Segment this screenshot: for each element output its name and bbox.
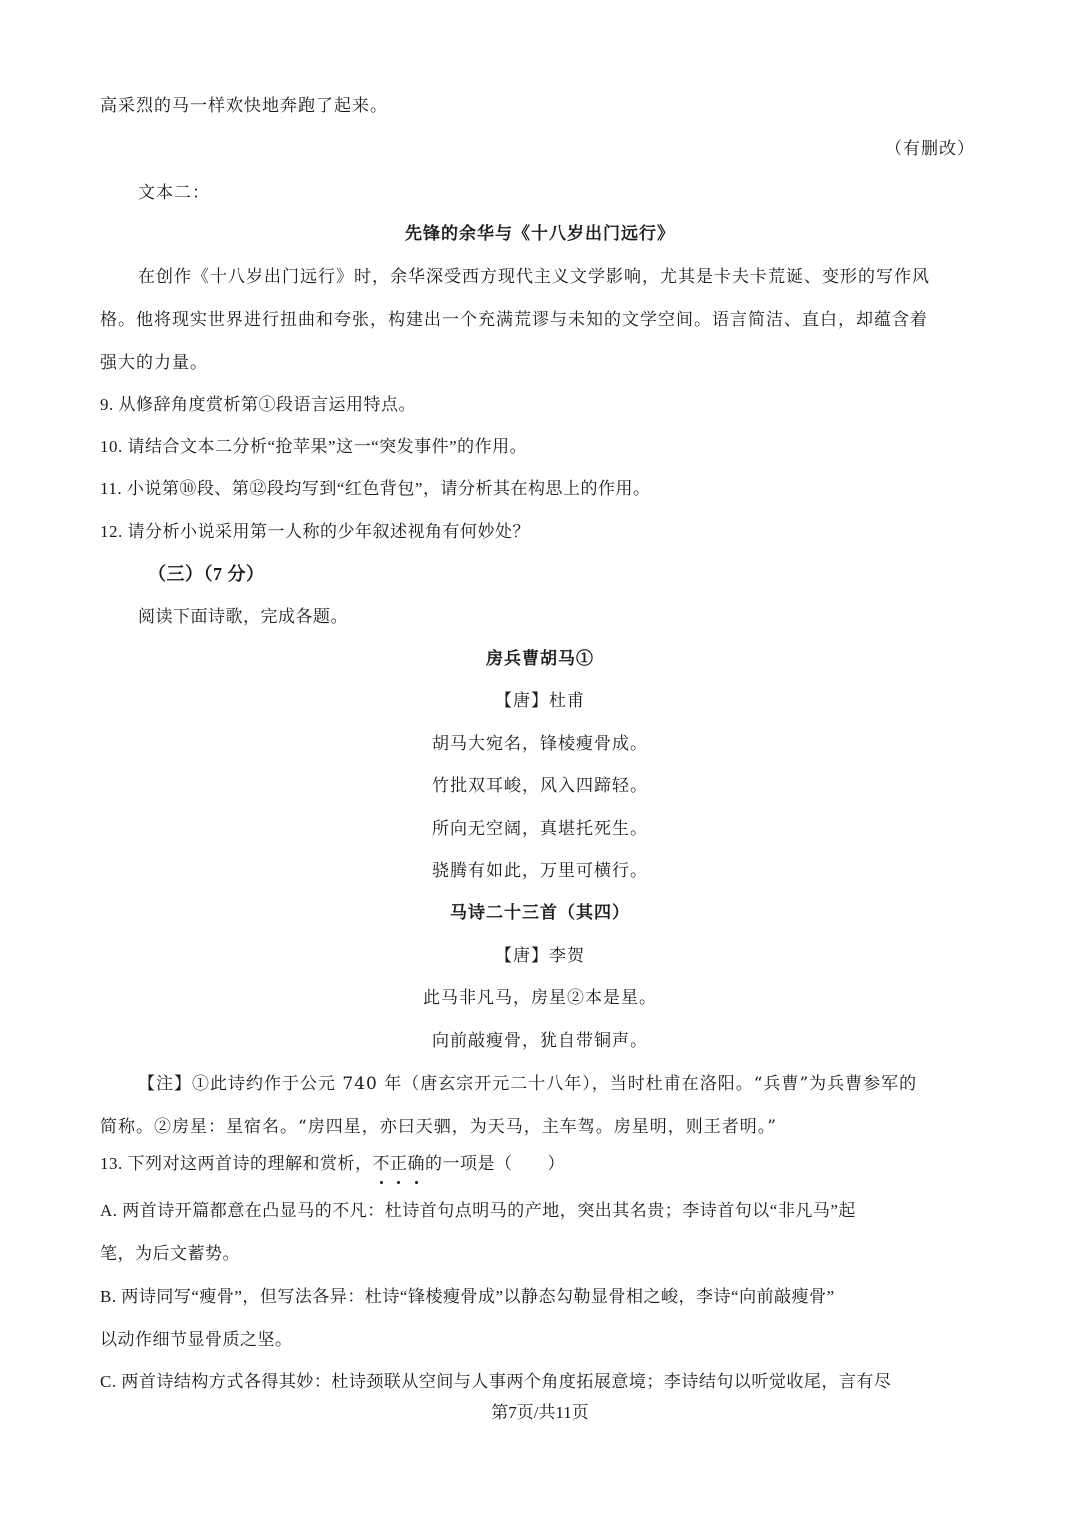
poem1-line: 所向无空阔，真堪托死生。	[432, 819, 648, 839]
option-a-cont: 笔，为后文蓄势。	[100, 1244, 240, 1263]
source-note: （有删改）	[885, 139, 975, 159]
question-12: 12. 请分析小说采用第一人称的少年叙述视角有何妙处？	[100, 522, 530, 541]
poem2-line: 向前敲瘦骨，犹自带铜声。	[432, 1031, 648, 1051]
section-3-instruction: 阅读下面诗歌，完成各题。	[138, 607, 348, 626]
passage-end: 高采烈的马一样欢快地奔跑了起来。	[100, 96, 388, 116]
page-number: 第7页/共11页	[491, 1403, 589, 1422]
poem1-line: 竹批双耳峻，风入四蹄轻。	[432, 776, 648, 796]
text2-title: 先锋的余华与《十八岁出门远行》	[405, 224, 675, 244]
poem1-title: 房兵曹胡马①	[486, 649, 594, 669]
poem1-author: 【唐】杜甫	[495, 691, 585, 711]
poem1-line: 骁腾有如此，万里可横行。	[432, 861, 648, 881]
notes-line: 简称。②房星：星宿名。“房四星，亦曰天驷，为天马，主车驾。房星明，则王者明。”	[100, 1117, 777, 1137]
text2-paragraph-line: 格。他将现实世界进行扭曲和夸张，构建出一个充满荒谬与未知的文学空间。语言简洁、直白，却蕴含着	[100, 310, 928, 330]
option-c: C. 两首诗结构方式各得其妙：杜诗颈联从空间与人事两个角度拓展意境；李诗结句以听觉收尾，言有尽	[100, 1372, 892, 1391]
question-13-stem	[100, 1152, 980, 1176]
question-9: 9. 从修辞角度赏析第①段语言运用特点。	[100, 395, 416, 414]
poem2-title: 马诗二十三首（其四）	[450, 903, 630, 923]
emphasis-char: 确	[408, 1152, 426, 1176]
q13-stem-after: 的一项是（ ）	[425, 1154, 565, 1173]
option-a: A. 两首诗开篇都意在凸显马的不凡：杜诗首句点明马的产地，突出其名贵；李诗首句以“非凡马”起	[100, 1201, 856, 1220]
emphasis-char: 不	[373, 1152, 391, 1176]
option-b-cont: 以动作细节显骨质之坚。	[100, 1330, 293, 1349]
question-10: 10. 请结合文本二分析“抢苹果”这一“突发事件”的作用。	[100, 437, 528, 456]
notes-line: 【注】①此诗约作于公元 740 年（唐玄宗开元二十八年），当时杜甫在洛阳。“兵曹”为兵曹参军的	[138, 1074, 918, 1094]
emphasis-char: 正	[390, 1152, 408, 1176]
text2-paragraph-line: 在创作《十八岁出门远行》时，余华深受西方现代主义文学影响，尤其是卡夫卡荒诞、变形的写作风	[138, 267, 930, 287]
q13-stem-before: 13. 下列对这两首诗的理解和赏析，	[100, 1154, 373, 1173]
section-3-heading: （三）（7 分）	[148, 564, 265, 584]
option-b: B. 两诗同写“瘦骨”，但写法各异：杜诗“锋棱瘦骨成”以静态勾勒显骨相之峻，李诗“向前敲瘦骨”	[100, 1287, 835, 1306]
question-11: 11. 小说第⑩段、第⑫段均写到“红色背包”，请分析其在构思上的作用。	[100, 479, 651, 498]
poem2-author: 【唐】李贺	[495, 946, 585, 966]
text2-label: 文本二：	[138, 183, 210, 203]
text2-paragraph-line: 强大的力量。	[100, 353, 208, 373]
poem2-line: 此马非凡马，房星②本是星。	[423, 988, 657, 1008]
q13-stem-emphasis	[373, 1154, 426, 1173]
poem1-line: 胡马大宛名，锋棱瘦骨成。	[432, 734, 648, 754]
